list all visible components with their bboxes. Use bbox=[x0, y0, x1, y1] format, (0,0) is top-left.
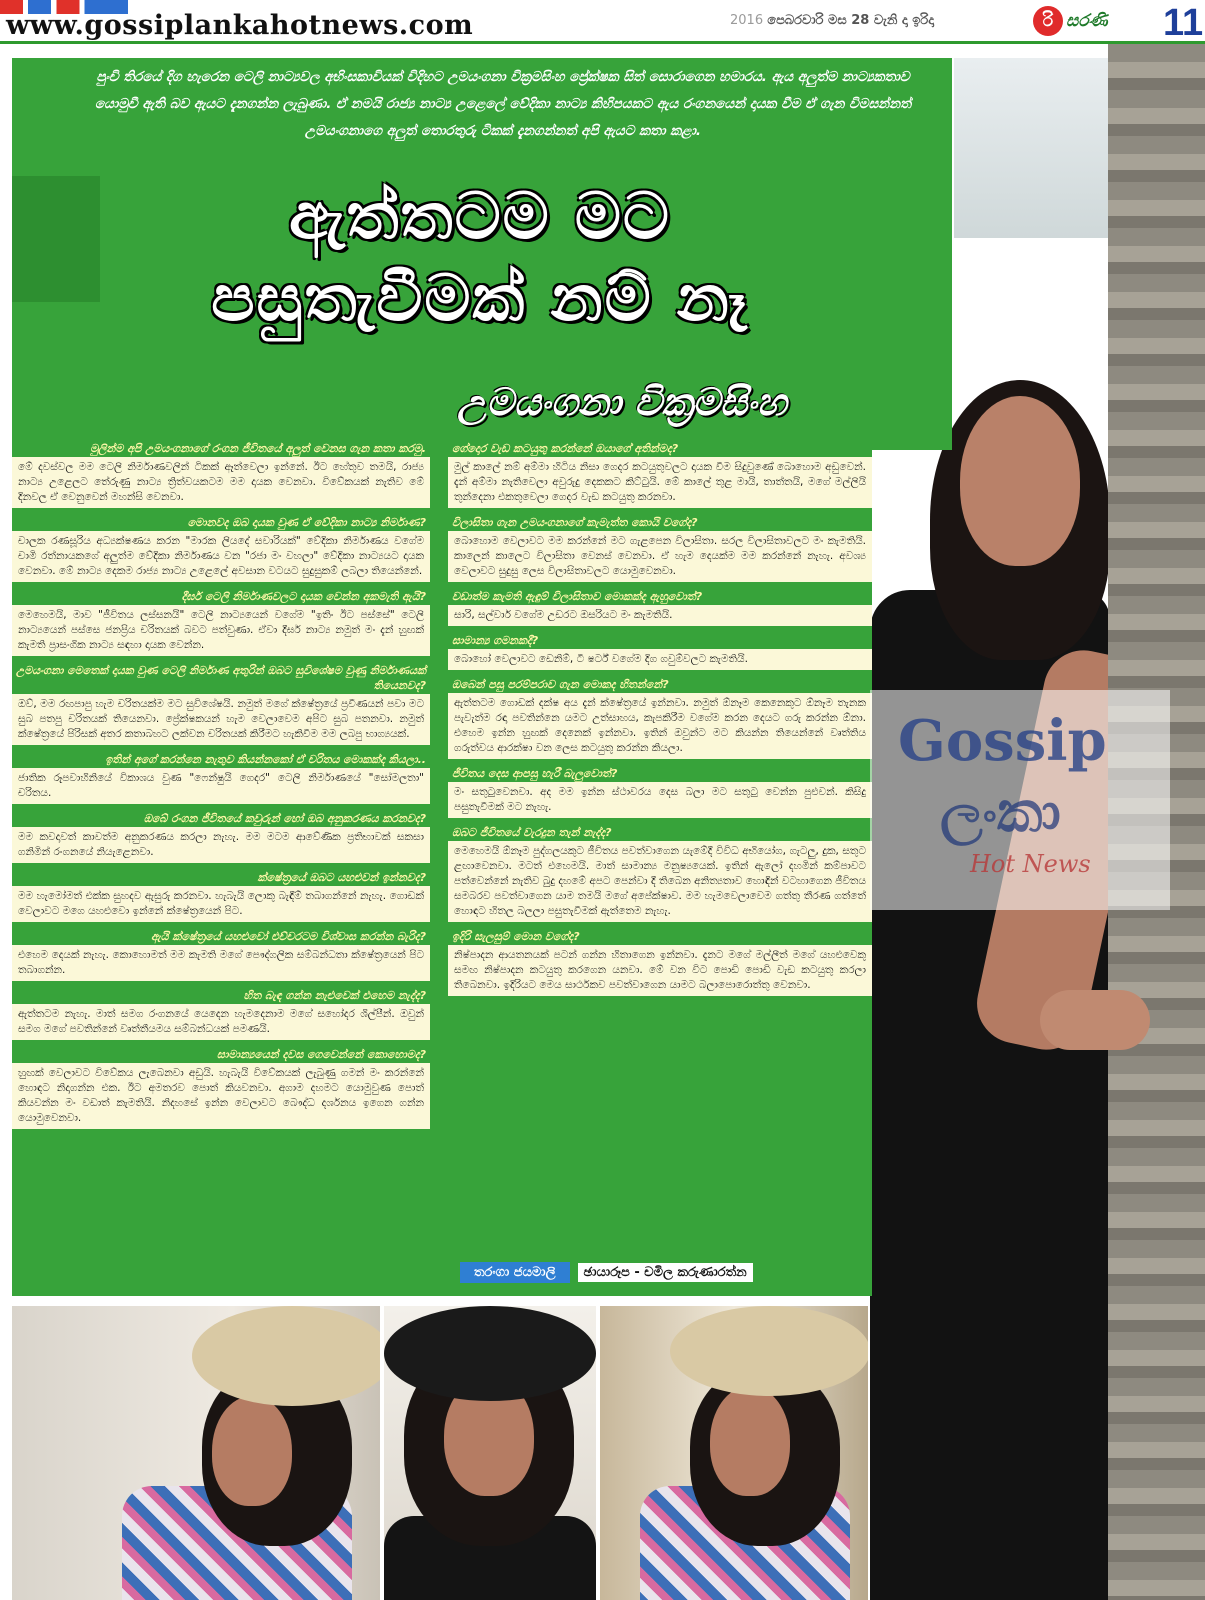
writer-badge: තරංගා ජයමාලි bbox=[460, 1262, 570, 1283]
qa-item bbox=[448, 765, 872, 818]
answer: ඇත්තටම නැහැ. මාත් සමග රංගනයේ යෙදෙන හැමදෙනාම මගේ සහෝදර ශිල්පීන්. ඔවුන් සමග මගේ පවතින්නේ වෘත්තීයමය සම්බන්ධයක් පමණයි. bbox=[12, 1004, 430, 1040]
qa-item bbox=[448, 632, 872, 670]
answer: නිෂ්පාදන ආයතනයක් පටන් ගන්න හිතාගෙන ඉන්නවා. දැනට මගේ මල්ලීත් මගේ යහළුවෙකු සමඟ නිෂ්පාදන කටයුතු කරගෙන යනවා. මේ වන විට පොඩි පොඩි වැඩ කටයුතු කරලා තිබෙනවා. ඉදිරියට මෙය සාර්ථකව පවත්වාගෙන යාමට බලාපොරොත්තු වෙනවා. bbox=[448, 945, 872, 996]
question: විලාසිතා ගැන උමයංගනාගේ කැමැත්ත කොයි වගේද? bbox=[448, 514, 872, 531]
hat-icon bbox=[384, 1306, 596, 1401]
qa-item bbox=[448, 928, 872, 996]
question: ජීවිතය දෙස ආපසු හැරී බැලුවොත්? bbox=[448, 765, 872, 782]
headline bbox=[30, 176, 930, 340]
qa-item bbox=[12, 1046, 430, 1129]
question: හිත බැඳ ගන්න නැළුවෙක් එහෙම නැද්ද? bbox=[12, 987, 430, 1004]
answer: සාරි, සල්වාර් වගේම උඩරට ඔසරියට මං කැමතියි. bbox=[448, 605, 872, 626]
issue-date bbox=[730, 13, 934, 28]
site-watermark bbox=[870, 690, 1170, 910]
photo-face bbox=[710, 1386, 790, 1496]
question: ඉදිරි සැලසුම් මොන වගේද? bbox=[448, 928, 872, 945]
question: දීර්ඝ ටෙලි නිර්මාණවලට දායක වෙන්න අකමැති ඇයි? bbox=[12, 588, 430, 605]
watermark-line-3: Hot News bbox=[970, 850, 1091, 878]
page-header bbox=[0, 0, 1205, 44]
answer: බොහෝ වෙලාවට ඩෙනිම්, ටී ෂර්ට් වගේම දිග ගවුම්වලට කැමතියි. bbox=[448, 649, 872, 670]
qa-item bbox=[448, 824, 872, 922]
question: ඉතින් අගේ කරන්නෙ නැතුව කියන්නකෝ ඒ චරිතය මොකක්ද කියලා.. bbox=[12, 751, 430, 768]
portrait-face bbox=[960, 396, 1080, 566]
page-number: 11 bbox=[1163, 2, 1204, 44]
left-column bbox=[12, 440, 430, 1135]
photo-thumbnail-2[interactable] bbox=[384, 1306, 596, 1600]
question: වඩාත්ම කැමති ඇඳුම් විලාසිතාව මොකක්ද ඇහුවොත්? bbox=[448, 588, 872, 605]
answer: ඇත්තටම ගොඩක් දක්ෂ අය දැන් ක්ෂේත්‍රයේ ඉන්නවා. නමුත් ඕනෑම කෙනෙකුට ඕනෑම තැනක පැවැත්ම රඳා පවතින්නෙ යමට උත්සාහය, කැපකිරීම වගේම කරන දෙයට ගරු කරන්න ඕනා. එහෙම ඉන්න හුඟක් දෙනෙක් ඉන්නවා. ඉතින් ඔවුන්ට මට කියන්න තියෙන්නේ වෘත්තිය ගරුත්වය ආරක්ෂා වන ලෙස කටයුතු කරන්න කියලා. bbox=[448, 693, 872, 759]
question: ක්ෂේත්‍රයේ ඔබට යහළුවන් ඉන්නවද? bbox=[12, 869, 430, 886]
answer: මං සතුටුවෙනවා. අද මම ඉන්න ස්ථාවරය දෙස බලා මට සතුටු වෙන්න පුළුවන්. කිසිදු පසුතැවීමක් මට නැහැ. bbox=[448, 782, 872, 818]
issue-year: 2016 bbox=[730, 13, 764, 28]
watermark-line-1: Gossip bbox=[898, 708, 1107, 774]
answer: මුල් කාලේ නම් අම්මා හිටිය නිසා ගෙදර කටයුතුවලට දායක වීම සිදුවුණේ බොහොම අඩුවෙන්. දැන් අම්මා නැතිවෙලා අවුරුදු දෙකකට කිට්ටුයි. මේ කාලේ තුළ මායි, තාත්තයි, මගේ මල්ලියි තුන්දෙනා එකතුවෙලා ගෙදර වැඩ කටයුතු කරනවා. bbox=[448, 457, 872, 508]
answer: එහෙම දෙයක් නැහැ. කොහොමත් මම කැමති මගේ පෞද්ගලික සම්බන්ධතා ක්ෂේත්‍රයෙන් පිට තබාගන්න. bbox=[12, 945, 430, 981]
question: ඔබේ රංගන ජීවිතයේ කවුරුන් හෝ ඔබ අනුකරණය කරනවද? bbox=[12, 810, 430, 827]
qa-item bbox=[448, 588, 872, 626]
magazine-logo-mark: රි bbox=[1033, 6, 1063, 36]
qa-item bbox=[12, 928, 430, 981]
question: ඔබට ජීවිතයේ වැරදුන තැන් නැද්ද? bbox=[448, 824, 872, 841]
answer: මෙහෙමයි ඕනෑම පුද්ගලයකුට ජීවිතය පවත්වාගෙන යැමේදී විවිධ අභියෝග, ගැටලු, දුක, සතුට ළඟාවෙනවා. මටත් එහෙමයි. මාත් සාමාන්‍ය මනුෂ්‍යයෙක්. ඉතින් ඇලෝ දහමින් කම්පාවට පත්වෙන්නේ නැතිව බුදු දහමේ අපට පෙන්වා දී තිබෙන අනිත්‍යතාව හොඳින් වටහාගෙන ජීවිතය සමබරව පවත්වාගෙන යාම තමයි මගේ අපේක්ෂාව. මම හැමවෙලාවෙම ගත්තු තීරණ ගත්තේ හොඳට හිතල බලලා පසුතැවීමක් ඇත්තෙම නැහැ. bbox=[448, 841, 872, 922]
subject-name: උමයංගනා වික්‍රමසිංහ bbox=[457, 380, 787, 424]
magazine-logo bbox=[1033, 4, 1108, 38]
qa-item bbox=[12, 751, 430, 804]
qa-item bbox=[12, 588, 430, 656]
qa-item bbox=[448, 514, 872, 582]
qa-item bbox=[12, 810, 430, 863]
hat-icon bbox=[192, 1306, 380, 1406]
watermark-line-2: ලංකා bbox=[940, 780, 1061, 845]
article-credits bbox=[460, 1262, 753, 1283]
answer: බොහොම වෙලාවට මම කරන්නේ මට ගැළපෙන විලාසිතා. සරල විලාසිතාවලට මං කැමතියි. කාලෙන් කාලෙට විලාසිතා වෙනස් වෙනවා. ඒ හැම දෙයක්ම මම කරන්නේ නැහැ. අවශ්‍ය වෙලාවට සුදුසු ලෙස විලාසිතාවලට යොමුවෙනවා. bbox=[448, 531, 872, 582]
article-intro: පුංචි තිරයේ දිග හැරෙන ටෙලි නාට්‍යවල අභිංසකාවියක් විදිහට උමයංගනා වික්‍රමසිංහ ප්‍රේක්ෂක සිත් සොරාගෙන හමාරය. ඇය අලුත්ම නාට්‍යකතාව යොමුවී ඇති බව ඇයට දැනගන්න ලැබුණා. ඒ නමයි රාජ්‍ය නාට්‍ය උළෙලේ වේදිකා නාට්‍ය කිහිපයකට ඇය රංගනයෙන් දායක වීම ඒ ගැන විමසන්නත් උමයංගනාගෙ අලුත් තොරතුරු ටිකක් දැනගන්නත් අපි ඇයට කතා කළා. bbox=[94, 69, 912, 139]
headline-line-2: පසුතැවීමක් නම් නෑ bbox=[211, 262, 749, 336]
answer: මම කවදාවත් කාවත්ම අනුකරණය කරලා නැහැ. මම මටම ආවේණික ප්‍රතිභාවක් සකසා ගනිමින් රංගනයේ නියැළෙනවා. bbox=[12, 827, 430, 863]
qa-item bbox=[12, 987, 430, 1040]
photo-thumbnail-1[interactable] bbox=[12, 1306, 380, 1600]
answer: මෙහෙමයි, මාව "ජීවිතය ලස්සනයි" ටෙලි නාට්‍යයෙන් වගේම "ඉතිං ඊට පස්සේ" ටෙලි නාට්‍යයෙන් පස්සෙ ජනප්‍රිය චරිතයක් බවට පත්වුණා. ඒවා දීර්ඝ නාට්‍ය නමුත් මං දැන් හුඟක් කැමති ප්‍රාසංගික නාට්‍ය සඳහා දායක වෙන්න. bbox=[12, 605, 430, 656]
answer: චාලක රණසූරිය අධ්‍යක්ෂණය කරන "මාරක ලියදේ සවාරියක්" වේදිකා නිර්මාණය වගේම චාමි රත්නායකගේ අලුත්ම වේදිකා නිර්මාණය වන "රජා මං වහලා" වේදිකා නාට්‍යයට දායක වෙනවා. මේ නාට්‍ය දෙකම රාජ්‍ය නාට්‍ය උළෙලේ අවසාන වටයට සුදුසුකම් ලබලා තියෙන්නේ. bbox=[12, 531, 430, 582]
photo-thumbnail-3[interactable] bbox=[600, 1306, 868, 1600]
question: මුලින්ම අපි උමයංගනාගේ රංගන ජීවිතයේ අලුත් වෙනස ගැන කතා කරමු. bbox=[12, 440, 430, 457]
question: මොනවද ඔබ දායක වුණ ඒ වේදිකා නාට්‍ය නිර්මාණ? bbox=[12, 514, 430, 531]
question: සාමාන්‍ය ගමනකදී? bbox=[448, 632, 872, 649]
question: ඔබෙන් පසු පරම්පරාව ගැන මොකද හිතන්නේ? bbox=[448, 676, 872, 693]
question: සාමාන්‍යයෙන් දවස ගෙවෙන්නේ කොහොමද? bbox=[12, 1046, 430, 1063]
qa-item bbox=[12, 869, 430, 922]
headline-line-1: ඇත්තටම මට bbox=[289, 180, 671, 254]
hat-icon bbox=[670, 1306, 868, 1396]
photo-face bbox=[212, 1396, 292, 1506]
qa-item bbox=[448, 676, 872, 759]
answer: හුඟක් වෙලාවට විවේකය ලැබෙනවා අඩුයි. හැබැයි විවේකයක් ලැබුණු ගමන් මං කරන්නේ හොඳට නිදාගන්න එක. ඊට අමතරව පොත් කියවනවා. අගාම දහමට යොමුවුණ පොත් කියවන්න මං වඩාත් කැමතියි. නිදහසේ ඉන්න වෙලාවට බෞද්ධ දර්ශනය ඉගෙන ගන්න යොමුවෙනවා. bbox=[12, 1063, 430, 1129]
qa-item bbox=[12, 662, 430, 745]
answer: ඔව්, මම රඟපාපු හැම චරිතයක්ම මට සුවිශේෂයි. නමුත් මගේ ක්ෂේත්‍රයේ ප්‍රවීණයන් පවා මට සුබ පතපු චරිතයක් තියෙනවා. ප්‍රේක්ෂකයන් හැම වෙලාවෙම අපිට සුබ පතනවා. නමුත් ක්ෂේත්‍රයේ පිරිසක් අතර කතාබහට ලක්වන චරිතයක් කිරීමට හැකිවීම මම ලබපු භාග්‍යයක්. bbox=[12, 694, 430, 745]
answer: මම හැමෝමත් එක්ක සුහදව ඇසුරු කරනවා. හැබැයි ලොකු බැඳීම් තබාගන්නේ නැහැ. ගොඩක් වෙලාවට මගෙ යහළුවො ඉන්නේ ක්ෂේත්‍රයෙන් පිට. bbox=[12, 886, 430, 922]
question: උමයංගනා මෙතෙක් දායක වුණ ටෙලි නිර්මාණ අතුරින් ඔබට සුවිශේෂම වුණු නිර්මාණයක් තියෙනවද? bbox=[12, 662, 430, 694]
issue-date-text: පෙබරවාරි මස 28 වැනි දා ඉරිදා bbox=[767, 13, 934, 28]
answer: ජාතික රූපවාහිනියේ විකාශය වුණ "ෆෙන්ෂුයි ගෙදර" ටෙලි නිර්මාණයේ "සෝමලතා" චරිතය. bbox=[12, 768, 430, 804]
photo-credit: ඡායාරූප - චමිල කරුණාරත්න bbox=[578, 1263, 753, 1282]
answer: මේ දවස්වල මම ටෙලි නිර්මාණවලින් ටිකක් ඈත්වෙලා ඉන්නේ. ඊට හේතුව තමයි, රාජ්‍ය නාට්‍ය උළෙලට තේරුණු නාට්‍ය ත්‍රිත්වයකටම මම දායක වෙනවා. විවේකයක් නැතිව මේ දිනවල ඒ වෙනුවෙන් මහන්සි වෙනවා. bbox=[12, 457, 430, 508]
portrait-hand bbox=[1040, 990, 1150, 1050]
background-wall bbox=[954, 58, 1108, 238]
site-url[interactable]: www.gossiplankahotnews.com bbox=[6, 10, 474, 41]
question: ගේදොර වැඩ කටයුතු කරන්නේ ඔයාගේ අතින්මද? bbox=[448, 440, 872, 457]
question: ඇයි ක්ෂේත්‍රයේ යහළුවෝ එච්චරටම විශ්වාස කරන්න බැරිද? bbox=[12, 928, 430, 945]
qa-item bbox=[12, 440, 430, 508]
qa-item bbox=[448, 440, 872, 508]
middle-column bbox=[448, 440, 872, 1002]
magazine-logo-word: සරණි bbox=[1066, 11, 1108, 31]
qa-item bbox=[12, 514, 430, 582]
